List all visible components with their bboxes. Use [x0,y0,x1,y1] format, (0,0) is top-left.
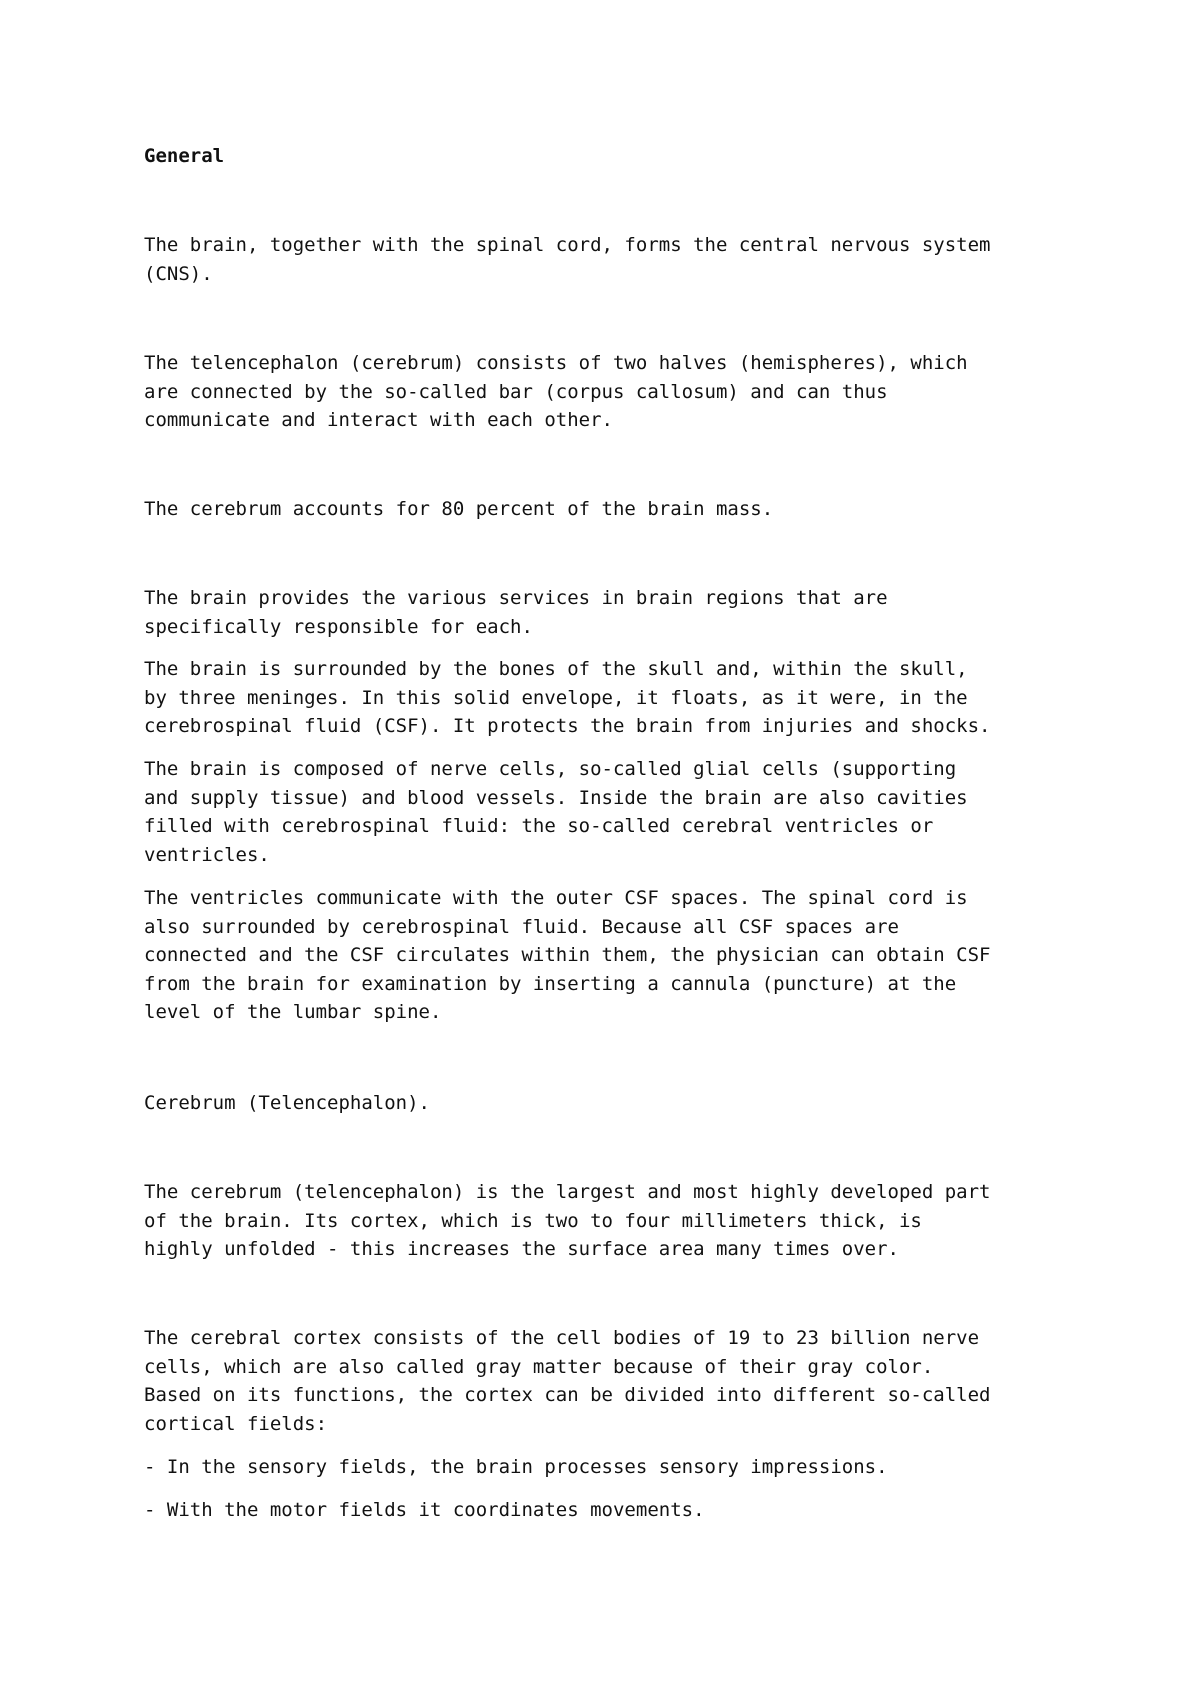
section-heading-general: General [144,145,225,167]
paragraph-skull-meninges: The brain is surrounded by the bones of the skull and, within the skull, by three meninges. In this solid envelope, it floats, as it were, in the cerebrospinal fluid (CSF). It protects the brain from injuries and shocks. [144,658,991,737]
section-heading-cerebrum: Cerebrum (Telencephalon). [144,1092,430,1114]
list-item-motor: - With the motor fields it coordinates movements. [144,1499,705,1521]
paragraph-brain-mass: The cerebrum accounts for 80 percent of the brain mass. [144,498,774,520]
paragraph-brain-regions: The brain provides the various services in brain regions that are specifically responsible for each. [144,587,888,638]
paragraph-cortex: The cerebral cortex consists of the cell bodies of 19 to 23 billion nerve cells, which are also called gray matter because of their gray color. Based on its functions, the cortex can be divided into different so-called cortical fields: [144,1327,991,1435]
paragraph-cerebrum: The cerebrum (telencephalon) is the largest and most highly developed part of the brain. Its cortex, which is two to four millimeters thick, is highly unfolded - this increases the surface area many times over. [144,1181,991,1260]
paragraph-telencephalon: The telencephalon (cerebrum) consists of two halves (hemispheres), which are connected by the so-called bar (corpus callosum) and can thus communicate and interact with each other. [144,352,968,431]
paragraph-cns: The brain, together with the spinal cord, forms the central nervous system (CNS). [144,234,991,285]
paragraph-composition: The brain is composed of nerve cells, so-called glial cells (supporting and supply tissue) and blood vessels. Inside the brain are also cavities filled with cerebrospinal fluid: the so-called cerebral ventricles or ventricles. [144,758,968,866]
list-item-sensory: - In the sensory fields, the brain processes sensory impressions. [144,1456,888,1478]
paragraph-ventricles: The ventricles communicate with the outer CSF spaces. The spinal cord is also surrounded by cerebrospinal fluid. Because all CSF spaces are connected and the CSF circulates within them, the physician can obtain CSF from the brain for examination by inserting a cannula (puncture) at the level of the lumbar spine. [144,887,991,1023]
